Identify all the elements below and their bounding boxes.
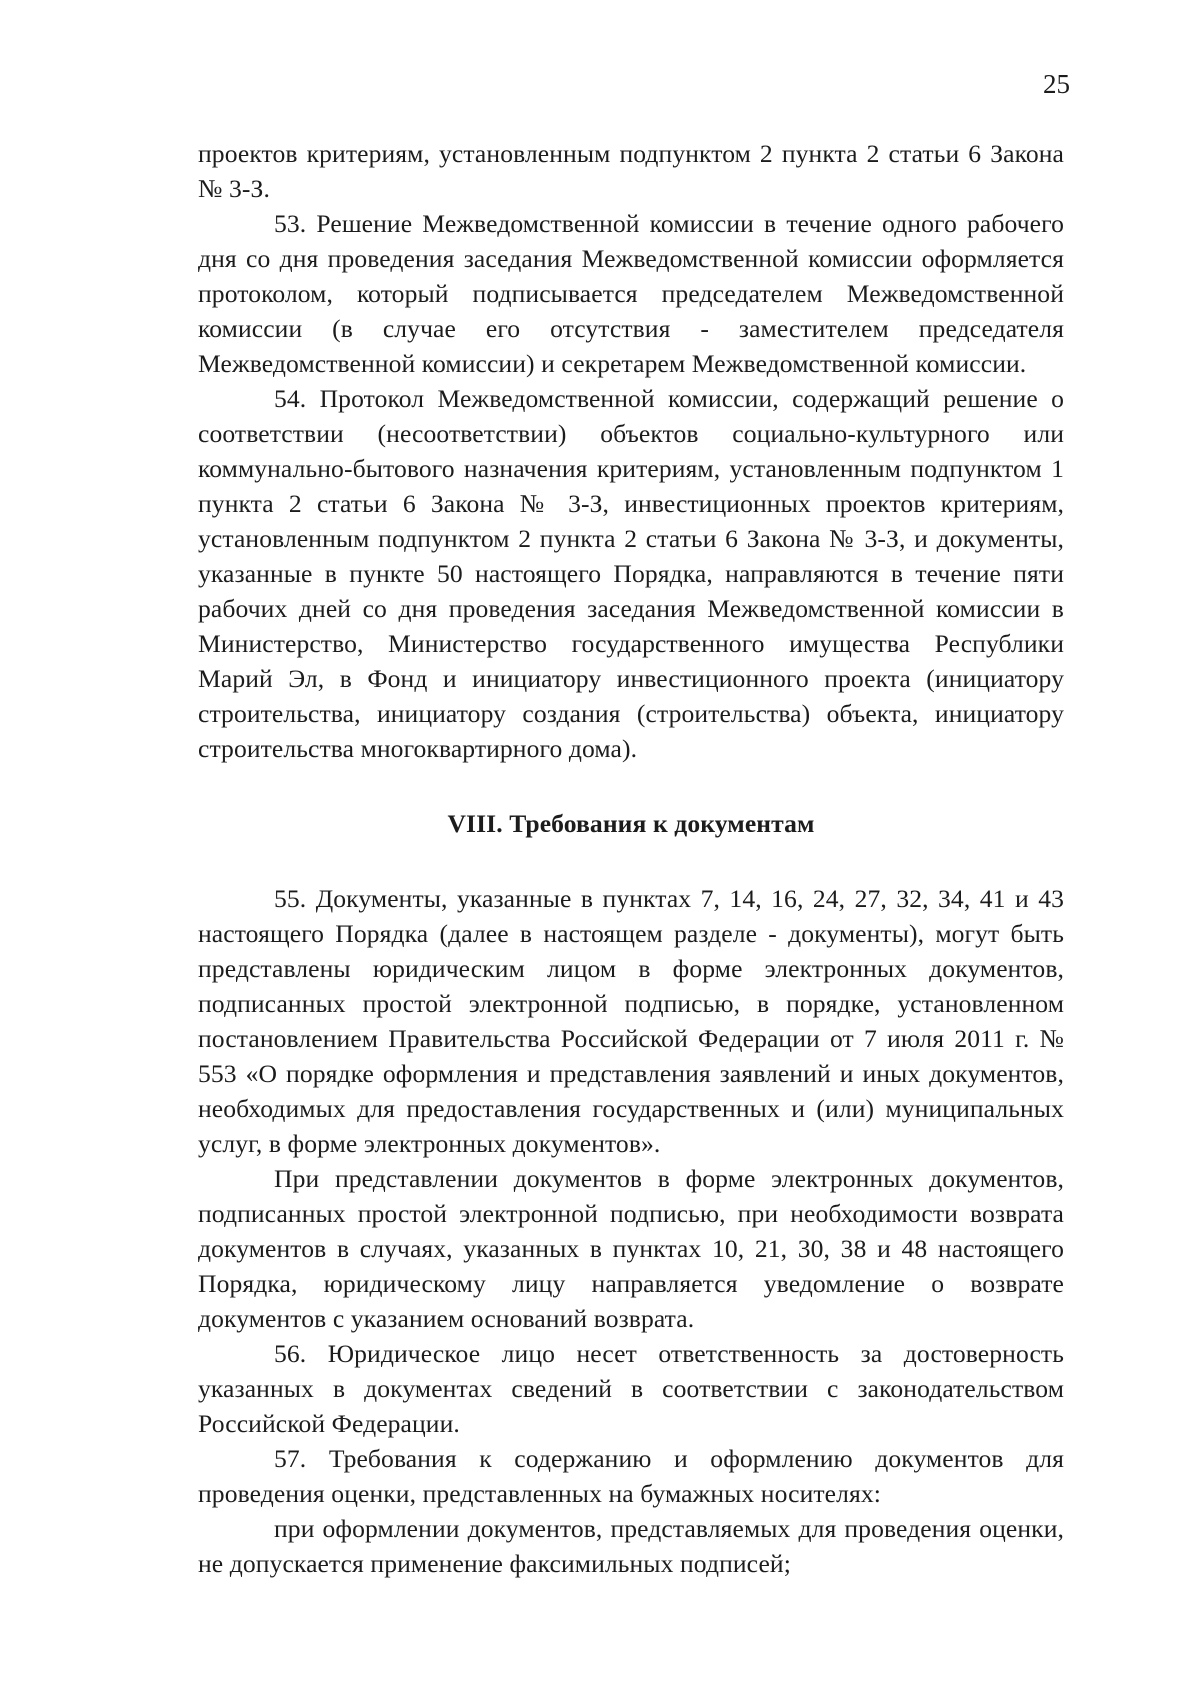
paragraphs-after-section — [198, 881, 1064, 1581]
section-title: VIII. Требования к документам — [447, 809, 815, 838]
paragraph-57: 57. Требования к содержанию и оформлению документов для проведения оценки, представленных на бумажных носителях: — [198, 1444, 1064, 1508]
paragraph: проектов критериям, установленным подпунктом 2 пункта 2 статьи 6 Закона № 3-З. — [198, 139, 1064, 203]
paragraph-56: 56. Юридическое лицо несет ответственность за достоверность указанных в документах сведений в соответствии с законодательством Российской Федерации. — [198, 1339, 1064, 1438]
page-number: 25 — [1043, 69, 1070, 99]
document-body — [198, 136, 1064, 1581]
paragraph-55-continued: При представлении документов в форме электронных документов, подписанных простой электронной подписью, при необходимости возврата документов в случаях, указанных в пунктах 10, 21, 30, 38 и 48 настоящего Порядка, юридическому лицу направляется уведомление о возврате документов с указанием оснований возврата. — [198, 1164, 1064, 1333]
paragraph-53: 53. Решение Межведомственной комиссии в течение одного рабочего дня со дня проведения заседания Межведомственной комиссии оформляется протоколом, который подписывается председателем Межведомственной комиссии (в случае его отсутствия - заместителем председателя Межведомственной комиссии) и секретарем Межведомственной комиссии. — [198, 209, 1064, 378]
paragraph-57-item: при оформлении документов, представляемых для проведения оценки, не допускается применение факсимильных подписей; — [198, 1514, 1064, 1578]
paragraph-54: 54. Протокол Межведомственной комиссии, содержащий решение о соответствии (несоответствии) объектов социально-культурного или коммунально-бытового назначения критериям, установленным подпунктом 1 пункта 2 статьи 6 Закона № 3-З, инвестиционных проектов критериям, установленным подпунктом 2 пункта 2 статьи 6 Закона № 3-З, и документы, указанные в пункте 50 настоящего Порядка, направляются в течение пяти рабочих дней со дня проведения заседания Межведомственной комиссии в Министерство, Министерство государственного имущества Республики Марий Эл, в Фонд и инициатору инвестиционного проекта (инициатору строительства, инициатору создания (строительства) объекта, инициатору строительства многоквартирного дома). — [198, 384, 1064, 763]
paragraph-55: 55. Документы, указанные в пунктах 7, 14, 16, 24, 27, 32, 34, 41 и 43 настоящего Порядка (далее в настоящем разделе - документы), могут быть представлены юридическим лицом в форме электронных документов, подписанных простой электронной подписью, в порядке, установленном постановлением Правительства Российской Федерации от 7 июля 2011 г. № 553 «О порядке оформления и представления заявлений и иных документов, необходимых для предоставления государственных и (или) муниципальных услуг, в форме электронных документов». — [198, 884, 1064, 1158]
paragraphs-before-section — [198, 136, 1064, 766]
